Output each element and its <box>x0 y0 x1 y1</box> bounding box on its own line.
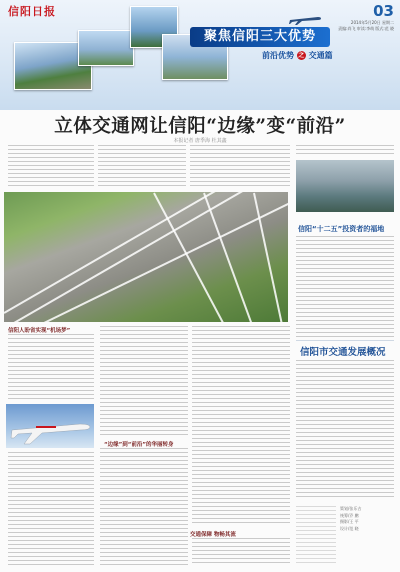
right-column-text-1 <box>296 236 394 340</box>
passenger-plane-photo <box>6 404 94 448</box>
intro-column-3 <box>190 145 290 189</box>
desk-info: 责编:尚飞 审读:李萌 版式:范 晓 <box>338 26 394 31</box>
credit-line: 设计/范 晓 <box>340 525 359 531</box>
lower-column-1b <box>8 452 94 566</box>
transport-photo-collage <box>12 8 182 100</box>
series-subtitle: 前沿优势 <box>262 51 294 60</box>
lower-column-2a <box>100 326 188 436</box>
lower-column-3b <box>192 538 290 566</box>
highway-interchange-photo <box>4 192 288 322</box>
right-column-text-3 <box>296 506 336 566</box>
dateline: 2014年5月20日 星期二 <box>350 20 394 25</box>
airplane-icon <box>288 12 322 26</box>
newspaper-brand: 信阳日报 <box>8 5 56 18</box>
series-part: 交通篇 <box>308 51 333 60</box>
airplane-icon <box>6 404 94 448</box>
right-column-intro <box>296 145 394 157</box>
construction-site-photo <box>296 160 394 212</box>
lower-column-2b <box>100 448 188 566</box>
series-title: 聚焦信阳三大优势 <box>190 27 330 47</box>
lower-column-1 <box>8 334 94 402</box>
credit-line: 摄影/王 平 <box>340 519 359 524</box>
subheading-transformation: “边缘”到“前沿”的华丽转身 <box>104 442 174 448</box>
lower-column-3a <box>192 326 290 526</box>
section-heading-investors: 信阳“十二五”投资者的福地 <box>298 225 385 233</box>
page-headline: 立体交通网让信阳“边缘”变“前沿” <box>54 116 346 137</box>
intro-column-2 <box>98 145 186 189</box>
credits-box <box>340 506 361 532</box>
highway-photo <box>78 30 134 66</box>
intro-column-1 <box>8 145 94 189</box>
series-badge: 之 <box>298 52 305 59</box>
credit-line: 策划/张乐吉 <box>340 506 362 511</box>
page-number: 03 <box>373 2 394 20</box>
byline: 本报记者 唐季海 杜其鑫 <box>173 138 227 144</box>
series-subline <box>262 50 333 61</box>
subheading-airport-dream: 信阳人盼省实现“机场梦” <box>8 328 71 334</box>
subheading-logistics: 交通保障 物畅其流 <box>190 532 236 538</box>
right-column-text-2 <box>296 360 394 500</box>
credit-line: 统筹/乔 鹏 <box>340 512 359 518</box>
section-rule <box>296 340 394 341</box>
section-heading-overview: 信阳市交通发展概况 <box>300 347 386 358</box>
masthead <box>0 0 400 110</box>
